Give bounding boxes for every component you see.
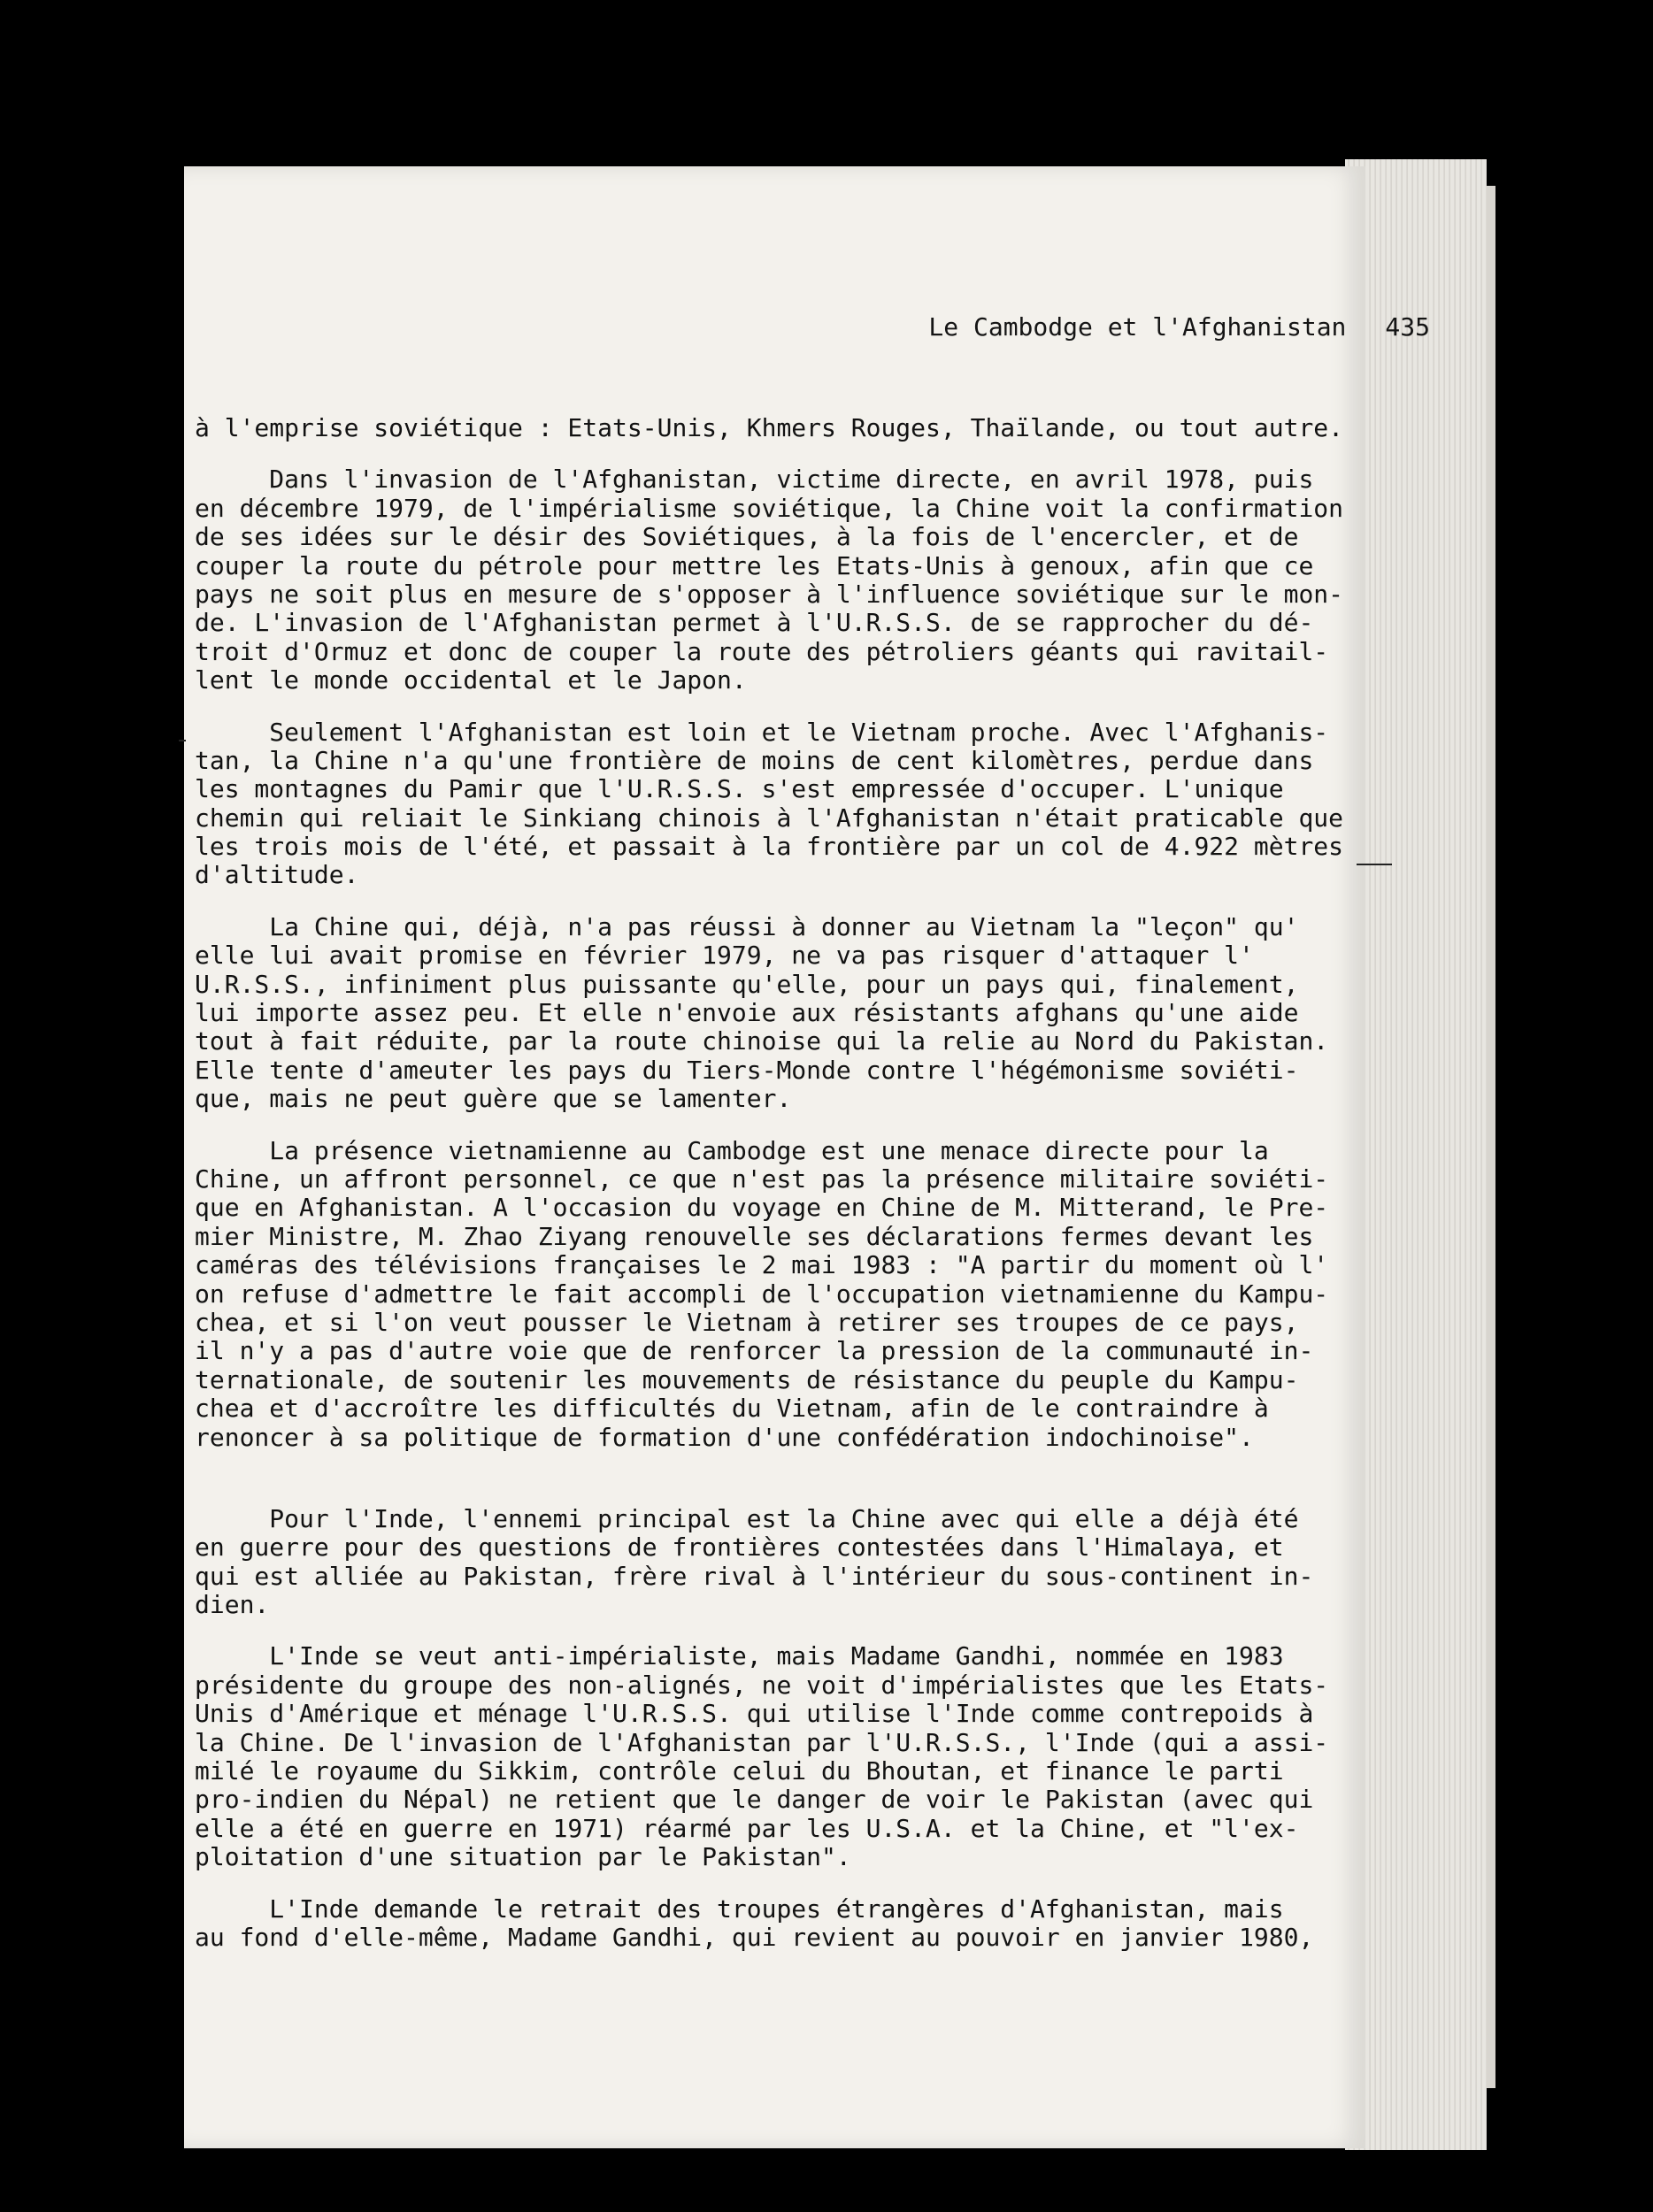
text-line: que en Afghanistan. A l'occasion du voyage en Chine de M. Mitterand, le Pre- (195, 1193, 1329, 1223)
text-line: Chine, un affront personnel, ce que n'est pas la présence militaire soviéti- (195, 1164, 1329, 1194)
book-page (184, 166, 1430, 2148)
paragraph (195, 1895, 1345, 1953)
text-line: Dans l'invasion de l'Afghanistan, victime directe, en avril 1978, puis (195, 465, 1314, 495)
running-title: Le Cambodge et l'Afghanistan (928, 312, 1347, 342)
paragraph (195, 414, 1345, 442)
text-line: caméras des télévisions françaises le 2 mai 1983 : "A partir du moment où l' (195, 1250, 1329, 1280)
text-line: tan, la Chine n'a qu'une frontière de moins de cent kilomètres, perdue dans (195, 745, 1314, 775)
running-header (740, 312, 1430, 342)
text-line: d'altitude. (195, 860, 359, 890)
text-line: Elle tente d'ameuter les pays du Tiers-Monde contre l'hégémonisme soviéti- (195, 1055, 1299, 1085)
paragraph (195, 1505, 1345, 1620)
paragraph (195, 913, 1345, 1114)
text-line: chemin qui reliait le Sinkiang chinois à l'Afghanistan n'était praticable que (195, 803, 1344, 833)
text-line: en guerre pour des questions de frontières contestées dans l'Himalaya, et (195, 1532, 1284, 1563)
text-line: La Chine qui, déjà, n'a pas réussi à donner au Vietnam la "leçon" qu' (195, 911, 1299, 941)
body-text (195, 414, 1345, 1952)
text-line: de ses idées sur le désir des Soviétiques, à la fois de l'encercler, et de (195, 522, 1299, 552)
text-line: renoncer à sa politique de formation d'une confédération indochinoise". (195, 1422, 1254, 1452)
text-line: en décembre 1979, de l'impérialisme soviétique, la Chine voit la confirmation (195, 493, 1344, 523)
text-line: les montagnes du Pamir que l'U.R.S.S. s'est empressée d'occuper. L'unique (195, 774, 1284, 804)
text-line: ploitation d'une situation par le Pakistan". (195, 1842, 851, 1872)
margin-mark (1357, 864, 1392, 865)
text-line: mier Ministre, M. Zhao Ziyang renouvelle ses déclarations fermes devant les (195, 1221, 1314, 1251)
text-line: L'Inde demande le retrait des troupes étrangères d'Afghanistan, mais (195, 1893, 1284, 1924)
text-line: elle lui avait promise en février 1979, ne va pas risquer d'attaquer l' (195, 941, 1254, 971)
text-line: à l'emprise soviétique : Etats-Unis, Khmers Rouges, Thaïlande, ou tout autre. (195, 413, 1344, 442)
text-line: La présence vietnamienne au Cambodge est une menace directe pour la (195, 1135, 1269, 1165)
paragraph (195, 465, 1345, 695)
text-line: présidente du groupe des non-alignés, ne voit d'impérialistes que les Etats- (195, 1670, 1329, 1700)
text-line: lent le monde occidental et le Japon. (195, 665, 747, 695)
text-line: chea, et si l'on veut pousser le Vietnam à retirer ses troupes de ce pays, (195, 1307, 1299, 1337)
text-line: il n'y a pas d'autre voie que de renforcer la pression de la communauté in- (195, 1336, 1314, 1366)
text-line: que, mais ne peut guère que se lamenter. (195, 1084, 792, 1114)
text-line: chea et d'accroître les difficultés du Vietnam, afin de le contraindre à (195, 1394, 1269, 1424)
text-line: de. L'invasion de l'Afghanistan permet à l'U.R.S.S. de se rapprocher du dé- (195, 608, 1314, 638)
text-line: la Chine. De l'invasion de l'Afghanistan par l'U.R.S.S., l'Inde (qui a assi- (195, 1727, 1329, 1757)
text-line: pays ne soit plus en mesure de s'opposer à l'influence soviétique sur le mon- (195, 579, 1344, 609)
text-line: elle a été en guerre en 1971) réarmé par les U.S.A. et la Chine, et "l'ex- (195, 1813, 1299, 1843)
text-line: qui est alliée au Pakistan, frère rival à l'intérieur du sous-continent in- (195, 1561, 1314, 1591)
paragraph (195, 718, 1345, 890)
text-line: troit d'Ormuz et donc de couper la route des pétroliers géants qui ravitail- (195, 636, 1329, 666)
text-line: Seulement l'Afghanistan est loin et le Vietnam proche. Avec l'Afghanis- (195, 717, 1329, 747)
text-line: on refuse d'admettre le fait accompli de l'occupation vietnamienne du Kampu- (195, 1279, 1329, 1309)
text-line: Unis d'Amérique et ménage l'U.R.S.S. qui utilise l'Inde comme contrepoids à (195, 1699, 1314, 1729)
text-line: couper la route du pétrole pour mettre les Etats-Unis à genoux, afin que ce (195, 550, 1314, 580)
margin-mark (179, 740, 186, 741)
text-line: pro-indien du Népal) ne retient que le danger de voir le Pakistan (avec qui (195, 1785, 1314, 1815)
text-line: Pour l'Inde, l'ennemi principal est la Chine avec qui elle a déjà été (195, 1503, 1299, 1533)
paragraph (195, 1137, 1345, 1452)
paragraph (195, 1642, 1345, 1871)
page-edges (1345, 159, 1487, 2150)
text-line: milé le royaume du Sikkim, contrôle celui du Bhoutan, et finance le parti (195, 1756, 1284, 1786)
text-line: ternationale, de soutenir les mouvements de résistance du peuple du Kampu- (195, 1364, 1299, 1394)
page-number: 435 (1385, 312, 1430, 342)
text-line: lui importe assez peu. Et elle n'envoie aux résistants afghans qu'une aide (195, 998, 1299, 1028)
text-line: L'Inde se veut anti-impérialiste, mais Madame Gandhi, nommée en 1983 (195, 1641, 1284, 1671)
text-line: dien. (195, 1590, 270, 1620)
text-line: au fond d'elle-même, Madame Gandhi, qui revient au pouvoir en janvier 1980, (195, 1922, 1314, 1952)
text-line: les trois mois de l'été, et passait à la frontière par un col de 4.922 mètres (195, 832, 1344, 862)
text-line: tout à fait réduite, par la route chinoise qui la relie au Nord du Pakistan. (195, 1026, 1329, 1056)
text-line: U.R.S.S., infiniment plus puissante qu'elle, pour un pays qui, finalement, (195, 969, 1299, 999)
